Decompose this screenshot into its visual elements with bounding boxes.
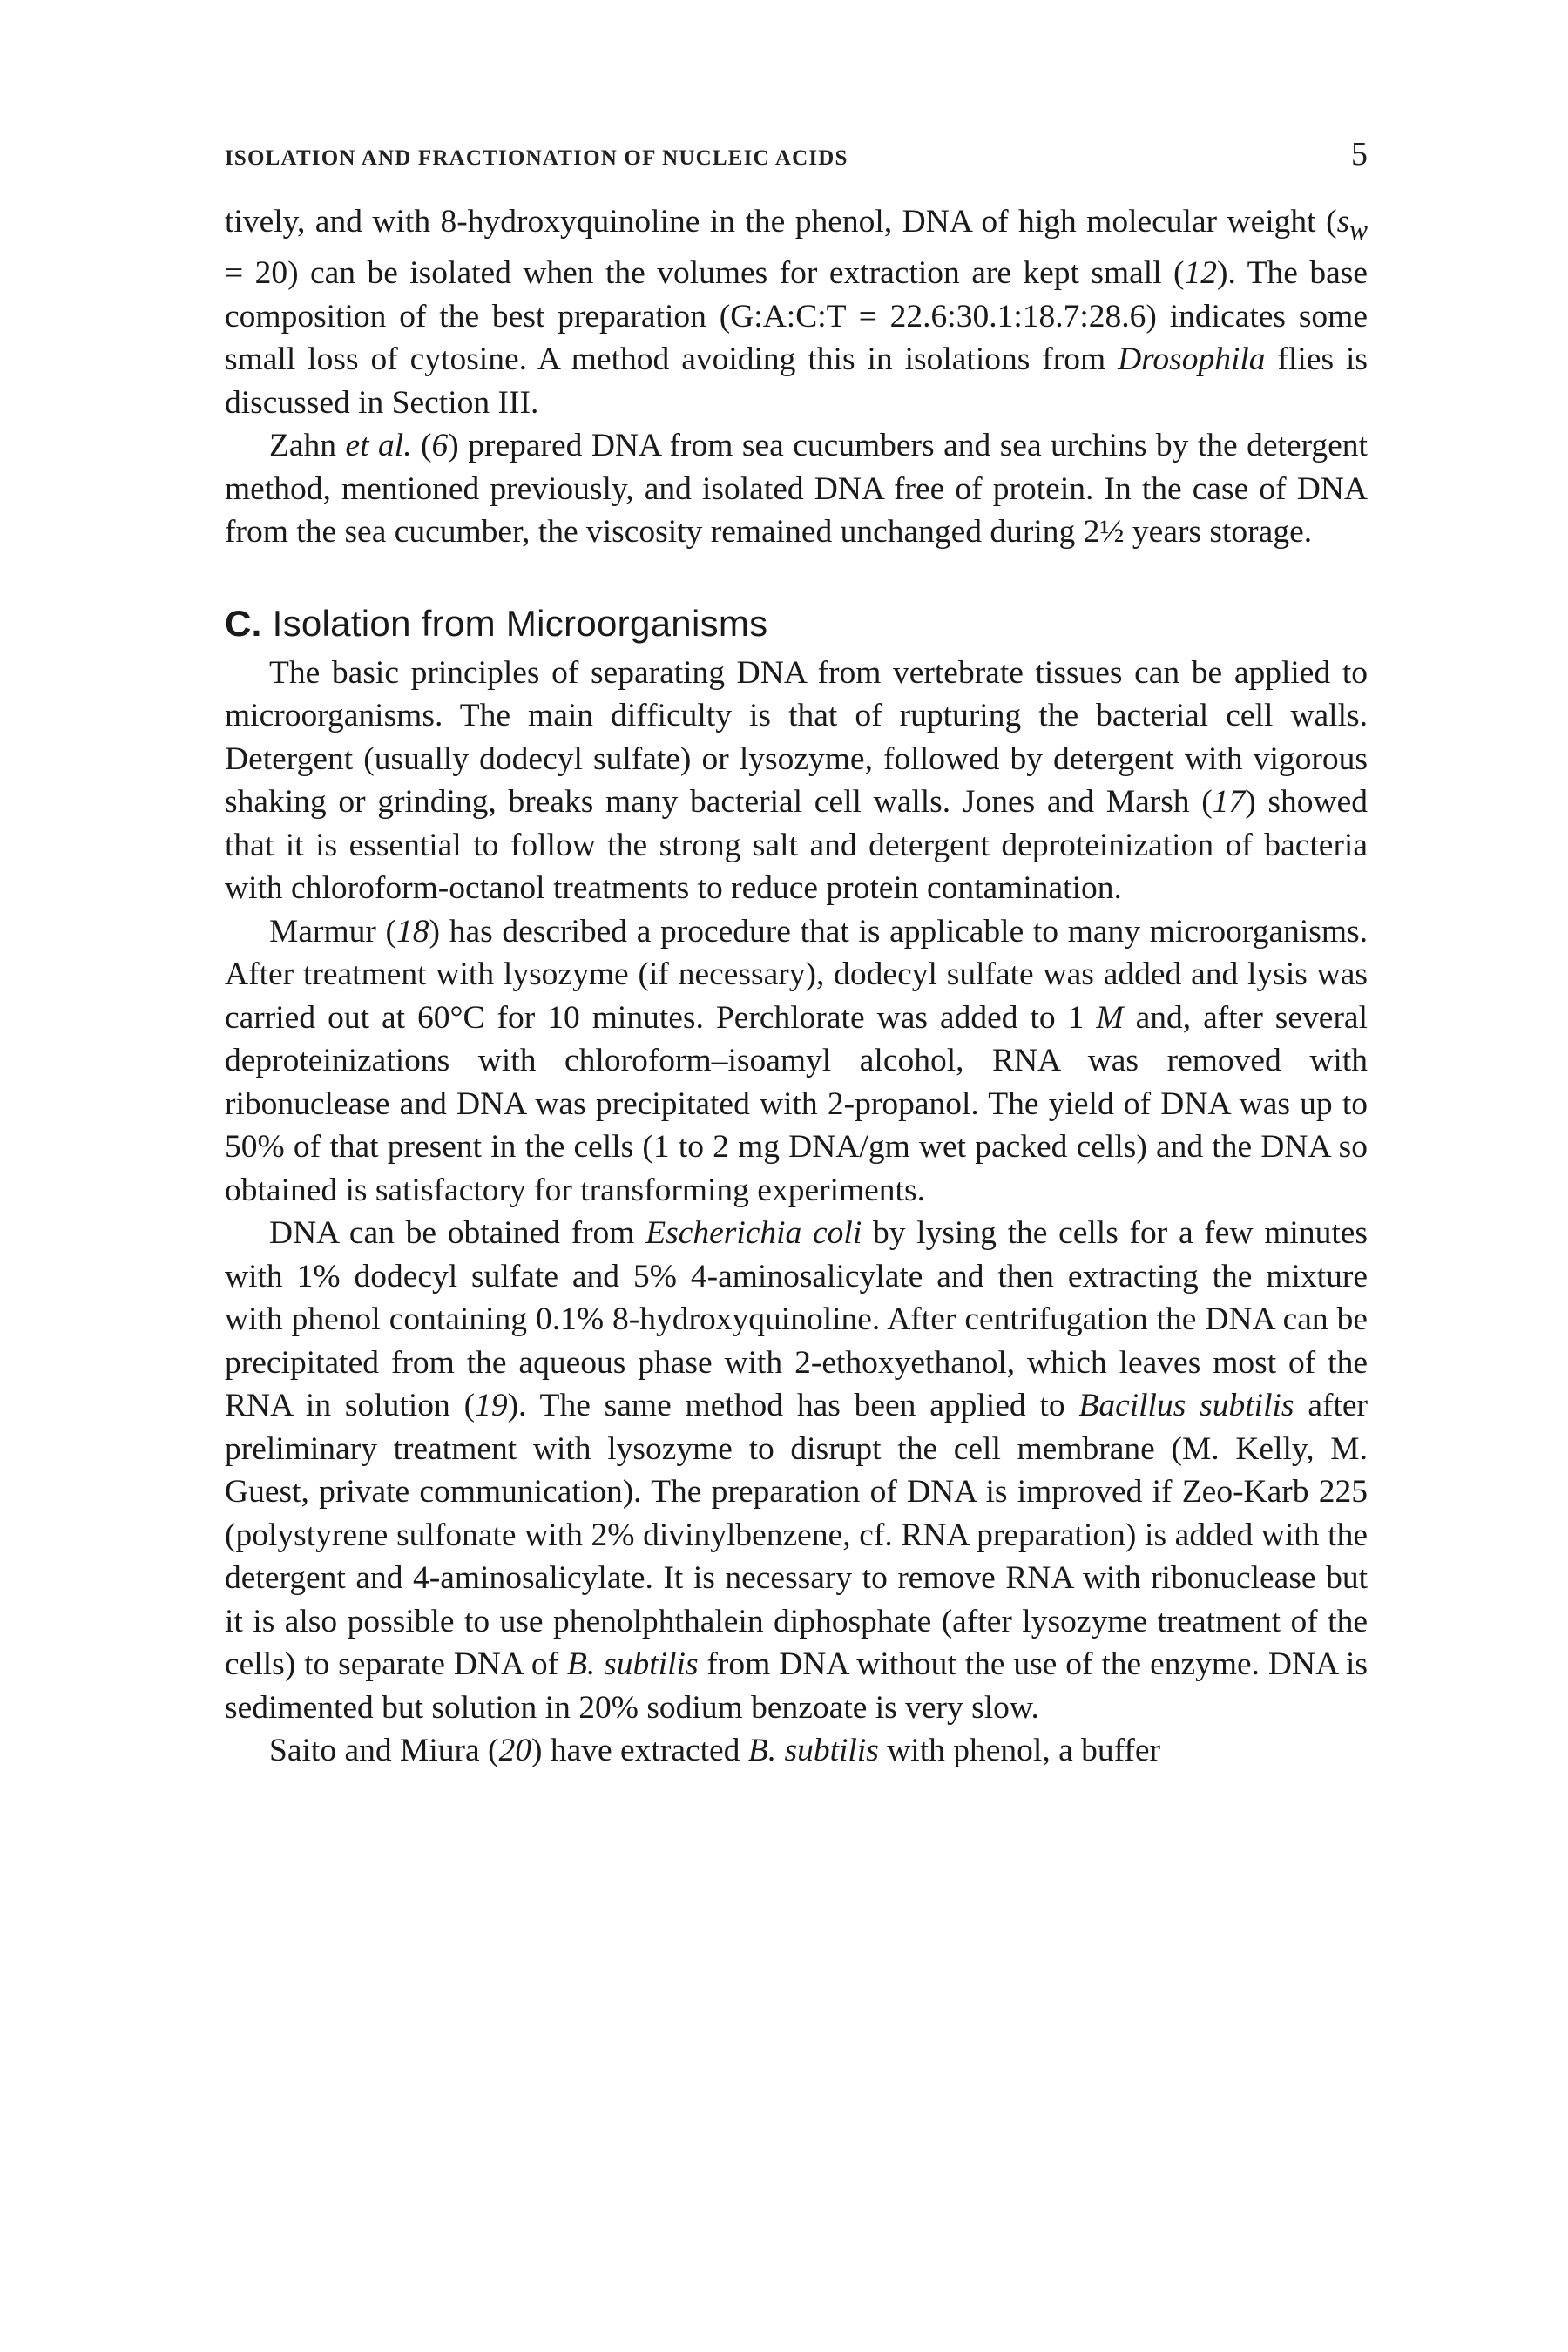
paragraph-zahn: Zahn et al. (6) prepared DNA from sea cucumbers and sea urchins by the detergent method, mentioned previously, and isolated DNA free of protein. In the case of DNA from the sea cucumber, the viscosity remained unchanged during 2½ years storage.	[225, 428, 1368, 550]
paragraph-saito-miura: Saito and Miura (20) have extracted B. subtilis with phenol, a buffer	[269, 1733, 1161, 1768]
paragraph-marmur: Marmur (18) has described a procedure that is applicable to many microorganisms. After treatment with lysozyme (if necessary), dodecyl sulfate was added and lysis was carried out at 60°C for 10 minutes. Perchlorate was added to 1 M and, after several deproteinizations with chloroform–isoamyl alcohol, RNA was removed with ribonuclease and DNA was precipitated with 2-propanol. The yield of DNA was up to 50% of that present in the cells (1 to 2 mg DNA/gm wet packed cells) and the DNA so obtained is satisfactory for transforming experiments.	[225, 913, 1369, 1208]
page-number: 5	[1351, 136, 1368, 172]
paragraph-ecoli: DNA can be obtained from Escherichia coli by lysing the cells for a few minutes with 1% dodecyl sulfate and 5% 4-aminosalicylate and then extracting the mixture with phenol containing 0.1% 8-hydroxyquinoline. After centrifugation the DNA can be precipitated from the aqueous phase with 2-ethoxyethanol, which leaves most of the RNA in solution (19). The same method has been applied to Bacillus subtilis after preliminary treatment with lysozyme to disrupt the cell membrane (M. Kelly, M. Guest, private communication). The preparation of DNA is improved if Zeo-Karb 225 (polystyrene sulfonate with 2% divinylbenzene, cf. RNA preparation) is added with the detergent and 4-aminosalicylate. It is necessary to remove RNA with ribonuclease but it is also possible to use phenolphthalein diphosphate (after lysozyme treatment of the cells) to separate DNA of B. subtilis from DNA without the use of the enzyme. DNA is sedimented but solution in 20% sodium benzoate is very slow.	[225, 1215, 1368, 1726]
running-title: ISOLATION AND FRACTIONATION OF NUCLEIC ACIDS	[225, 146, 848, 170]
paragraph-basic-principles: The basic principles of separating DNA from vertebrate tissues can be applied to microorganisms. The main difficulty is that of rupturing the bacterial cell walls. Detergent (usually dodecyl sulfate) or lysozyme, followed by detergent with vigorous shaking or grinding, breaks many bacterial cell walls. Jones and Marsh (17) showed that it is essential to follow the strong salt and detergent deproteinization of bacteria with chloroform-octanol treatments to reduce protein contamination.	[225, 654, 1368, 906]
section-heading: C. Isolation from Microorganisms	[225, 602, 768, 644]
running-head	[225, 136, 1368, 200]
paragraph-continued: tively, and with 8-hydroxyquinoline in the phenol, DNA of high molecular weight $(s_w = 20)$ can be isolated when the volumes for extraction are kept small (12). The base composition of the best preparation (G:A:C:T = 22.6:30.1:18.7:28.6) indicates some small loss of cytosine. A method avoiding this in isolations from Drosophila flies is discussed in Section III.	[225, 204, 1369, 421]
book-page	[225, 136, 1369, 1773]
